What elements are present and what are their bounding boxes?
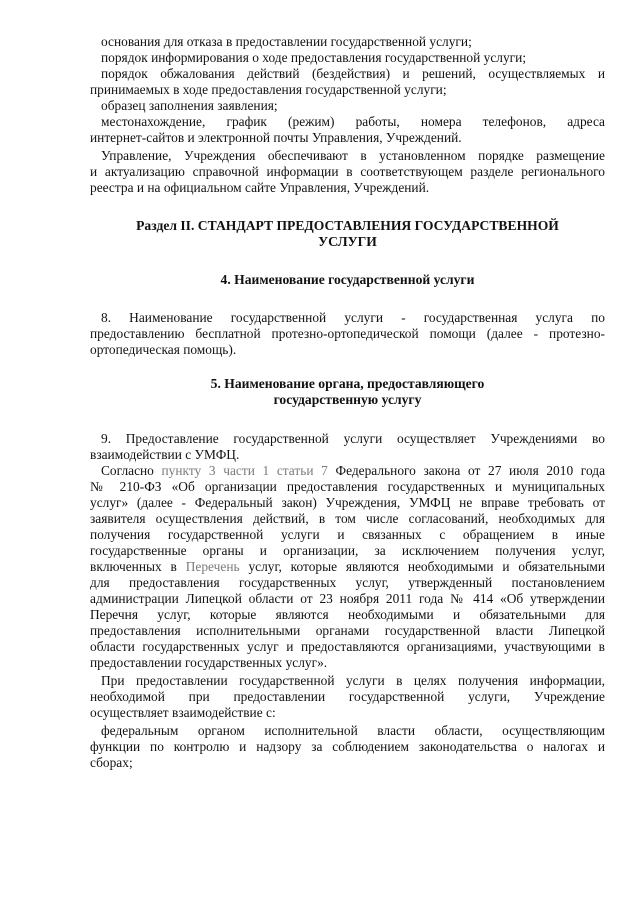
text-line: взаимодействии с УМФЦ. xyxy=(90,447,240,462)
text-line: сборах; xyxy=(90,755,133,770)
text-line: 8. Наименование государственной услуги - государственная услуга по xyxy=(101,310,605,325)
text-line: государственные органы и организации, за исключением получения услуг, xyxy=(90,543,605,558)
text-line: ортопедическая помощь). xyxy=(90,342,237,357)
text-line: Согласно пункту 3 части 1 статьи 7 Федерального закона от 27 июля 2010 года xyxy=(101,463,606,478)
subsection-heading: государственную услугу xyxy=(273,392,422,407)
text-line: порядок обжалования действий (бездействия) и решений, осуществляемых и xyxy=(101,66,605,81)
text-line: принимаемых в ходе предоставления государственной услуги; xyxy=(90,82,447,97)
text-line: и актуализацию справочной информации в соответствующем разделе регионального xyxy=(90,164,605,179)
text-line: 9. Предоставление государственной услуги осуществляет Учреждениями во xyxy=(101,431,605,446)
section-heading: Раздел II. СТАНДАРТ ПРЕДОСТАВЛЕНИЯ ГОСУДАРСТВЕННОЙ xyxy=(136,218,559,233)
subsection-heading: 4. Наименование государственной услуги xyxy=(220,272,475,287)
text-line: реестра и на официальном сайте Управления, Учреждений. xyxy=(90,180,430,195)
law-reference-link[interactable]: пункту 3 части 1 статьи 7 xyxy=(161,463,328,478)
text-line: предоставления исполнительными органами государственной власти Липецкой xyxy=(90,623,605,638)
subsection-heading: 5. Наименование органа, предоставляющего xyxy=(210,376,485,391)
text-line: осуществляет взаимодействие с: xyxy=(90,705,276,720)
text-line: образец заполнения заявления; xyxy=(101,98,278,113)
text-line: области государственных услуг и предоставляются организациями, участвующими в xyxy=(90,639,605,654)
text-line: заявителя осуществления действий, в том числе согласований, необходимых для xyxy=(90,511,605,526)
text-line: федеральным органом исполнительной власти области, осуществляющим xyxy=(101,723,605,738)
list-reference-link[interactable]: Перечень xyxy=(185,559,240,574)
text-line: предоставлении государственных услуг». xyxy=(90,655,328,670)
text-line: При предоставлении государственной услуги в целях получения информации, xyxy=(101,673,605,688)
text-line: № 210-ФЗ «Об организации предоставления государственных и муниципальных xyxy=(90,479,605,494)
text-line: включенных в Перечень услуг, которые являются необходимыми и обязательными xyxy=(90,559,605,574)
text-line: местонахождение, график (режим) работы, номера телефонов, адреса xyxy=(101,114,605,129)
text-line: услуг» (далее - Федеральный закон) Учреждения, УМФЦ не вправе требовать от xyxy=(90,495,605,510)
section-heading: УСЛУГИ xyxy=(318,234,377,249)
text-line: функции по контролю и надзору за соблюдением законодательства о налогах и xyxy=(90,739,605,754)
text-line: Перечня услуг, которые являются необходимыми и обязательными для xyxy=(90,607,605,622)
text-line: предоставлению бесплатной протезно-ортопедической помощи (далее - протезно- xyxy=(90,326,605,341)
text-line: получения государственной услуги и связанных с обращением в иные xyxy=(90,527,605,542)
text-line: основания для отказа в предоставлении государственной услуги; xyxy=(101,34,472,49)
text-line: Управление, Учреждения обеспечивают в установленном порядке размещение xyxy=(101,148,605,163)
text-line: для предоставления государственных услуг, утвержденный постановлением xyxy=(90,575,605,590)
text-line: интернет-сайтов и электронной почты Управления, Учреждений. xyxy=(90,130,462,145)
text-line: администрации Липецкой области от 23 ноября 2011 года № 414 «Об утверждении xyxy=(90,591,605,606)
text-line: порядок информирования о ходе предоставления государственной услуги; xyxy=(101,50,527,65)
text-line: необходимой при предоставлении государственной услуги, Учреждение xyxy=(90,689,605,704)
